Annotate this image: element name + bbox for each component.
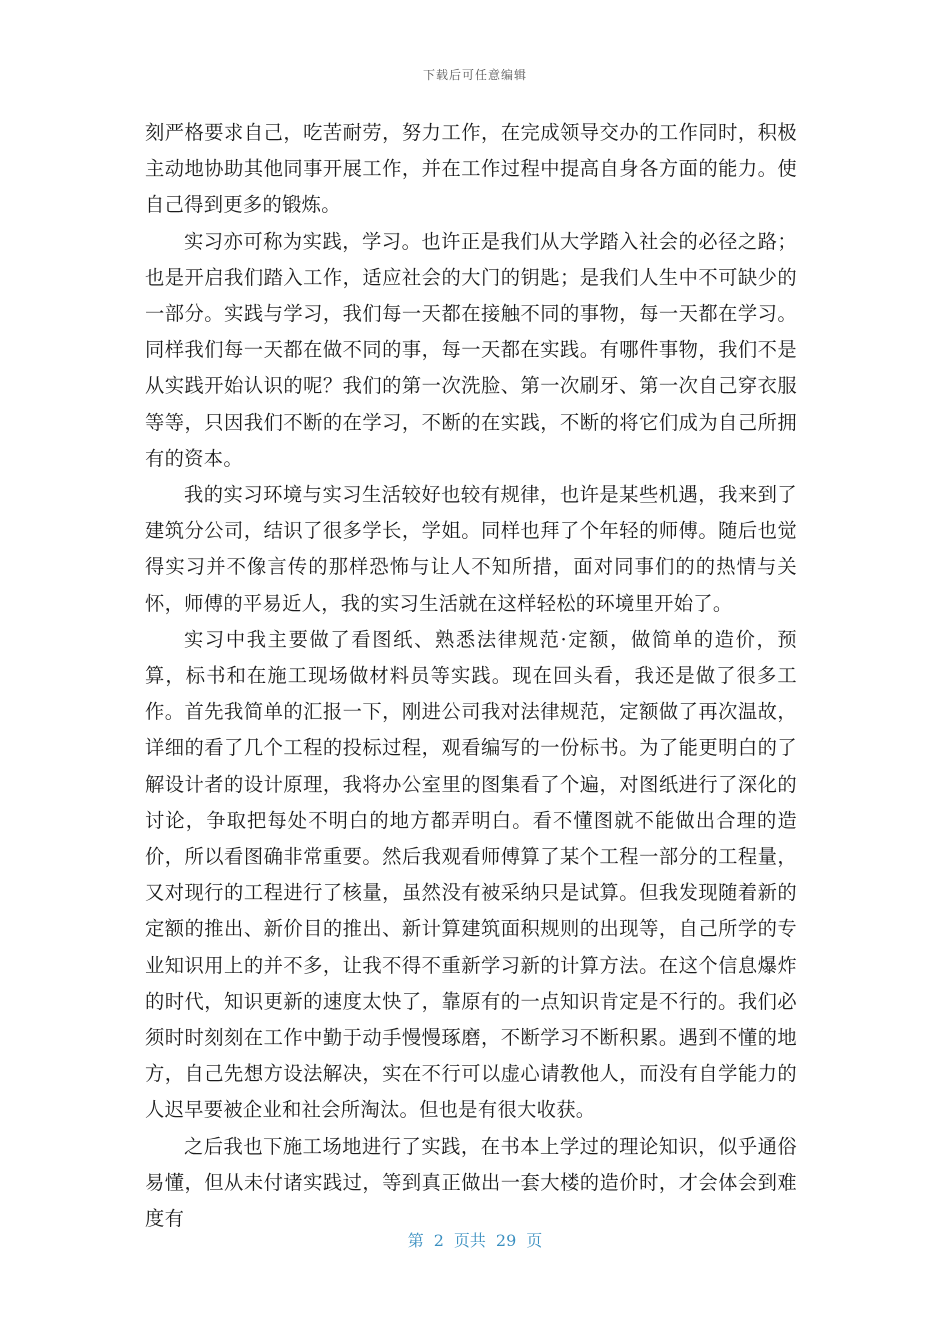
page-middle: 页共 xyxy=(453,1231,486,1250)
paragraph: 之后我也下施工场地进行了实践，在书本上学过的理论知识，似乎通俗易懂，但从未付诸实践过，等到真正做出一套大楼的造价时，才会体会到难度有 xyxy=(145,1134,797,1231)
page-number-footer xyxy=(0,1228,950,1251)
page-prefix: 第 xyxy=(407,1231,424,1250)
document-body xyxy=(145,115,797,1237)
page-suffix: 页 xyxy=(526,1231,543,1250)
paragraph-continuation: 刻严格要求自己，吃苦耐劳，努力工作，在完成领导交办的工作同时，积极主动地协助其他同事开展工作，并在工作过程中提高自身各方面的能力。使自己得到更多的锻炼。 xyxy=(145,121,797,217)
page-current: 2 xyxy=(433,1231,444,1250)
paragraph: 我的实习环境与实习生活较好也较有规律，也许是某些机遇，我来到了建筑分公司，结识了很多学长，学姐。同样也拜了个年轻的师傅。随后也觉得实习并不像言传的那样恐怖与让人不知所措，面对同事们的的热情与关怀，师傅的平易近人，我的实习生活就在这样轻松的环境里开始了。 xyxy=(145,483,797,615)
paragraph: 实习亦可称为实践，学习。也许正是我们从大学踏入社会的必径之路；也是开启我们踏入工作，适应社会的大门的钥匙；是我们人生中不可缺少的一部分。实践与学习，我们每一天都在接触不同的事物，每一天都在学习。同样我们每一天都在做不同的事，每一天都在实践。有哪件事物，我们不是从实践开始认识的呢？我们的第一次洗脸、第一次刷牙、第一次自己穿衣服等等，只因我们不断的在学习，不断的在实践，不断的将它们成为自己所拥有的资本。 xyxy=(145,229,797,470)
page-header-note: 下载后可任意编辑 xyxy=(422,68,527,82)
paragraph: 实习中我主要做了看图纸、熟悉法律规范·定额，做简单的造价，预算，标书和在施工现场做材料员等实践。现在回头看，我还是做了很多工作。首先我简单的汇报一下，刚进公司我对法律规范，定额做了再次温故，详细的看了几个工程的投标过程，观看编写的一份标书。为了能更明白的了解设计者的设计原理，我将办公室里的图集看了个遍，对图纸进行了深化的讨论，争取把每处不明白的地方都弄明白。看不懂图就不能做出合理的造价，所以看图确非常重要。然后我观看师傅算了某个工程一部分的工程量，又对现行的工程进行了核量，虽然没有被采纳只是试算。但我发现随着新的定额的推出、新价目的推出、新计算建筑面积规则的出现等，自己所学的专业知识用上的并不多，让我不得不重新学习新的计算方法。在这个信息爆炸的时代，知识更新的速度太快了，靠原有的一点知识肯定是不行的。我们必须时时刻刻在工作中勤于动手慢慢琢磨，不断学习不断积累。遇到不懂的地方，自己先想方设法解决，实在不行可以虚心请教他人，而没有自学能力的人迟早要被企业和社会所淘汰。但也是有很大收获。 xyxy=(145,627,797,1122)
page-total: 29 xyxy=(495,1231,517,1250)
